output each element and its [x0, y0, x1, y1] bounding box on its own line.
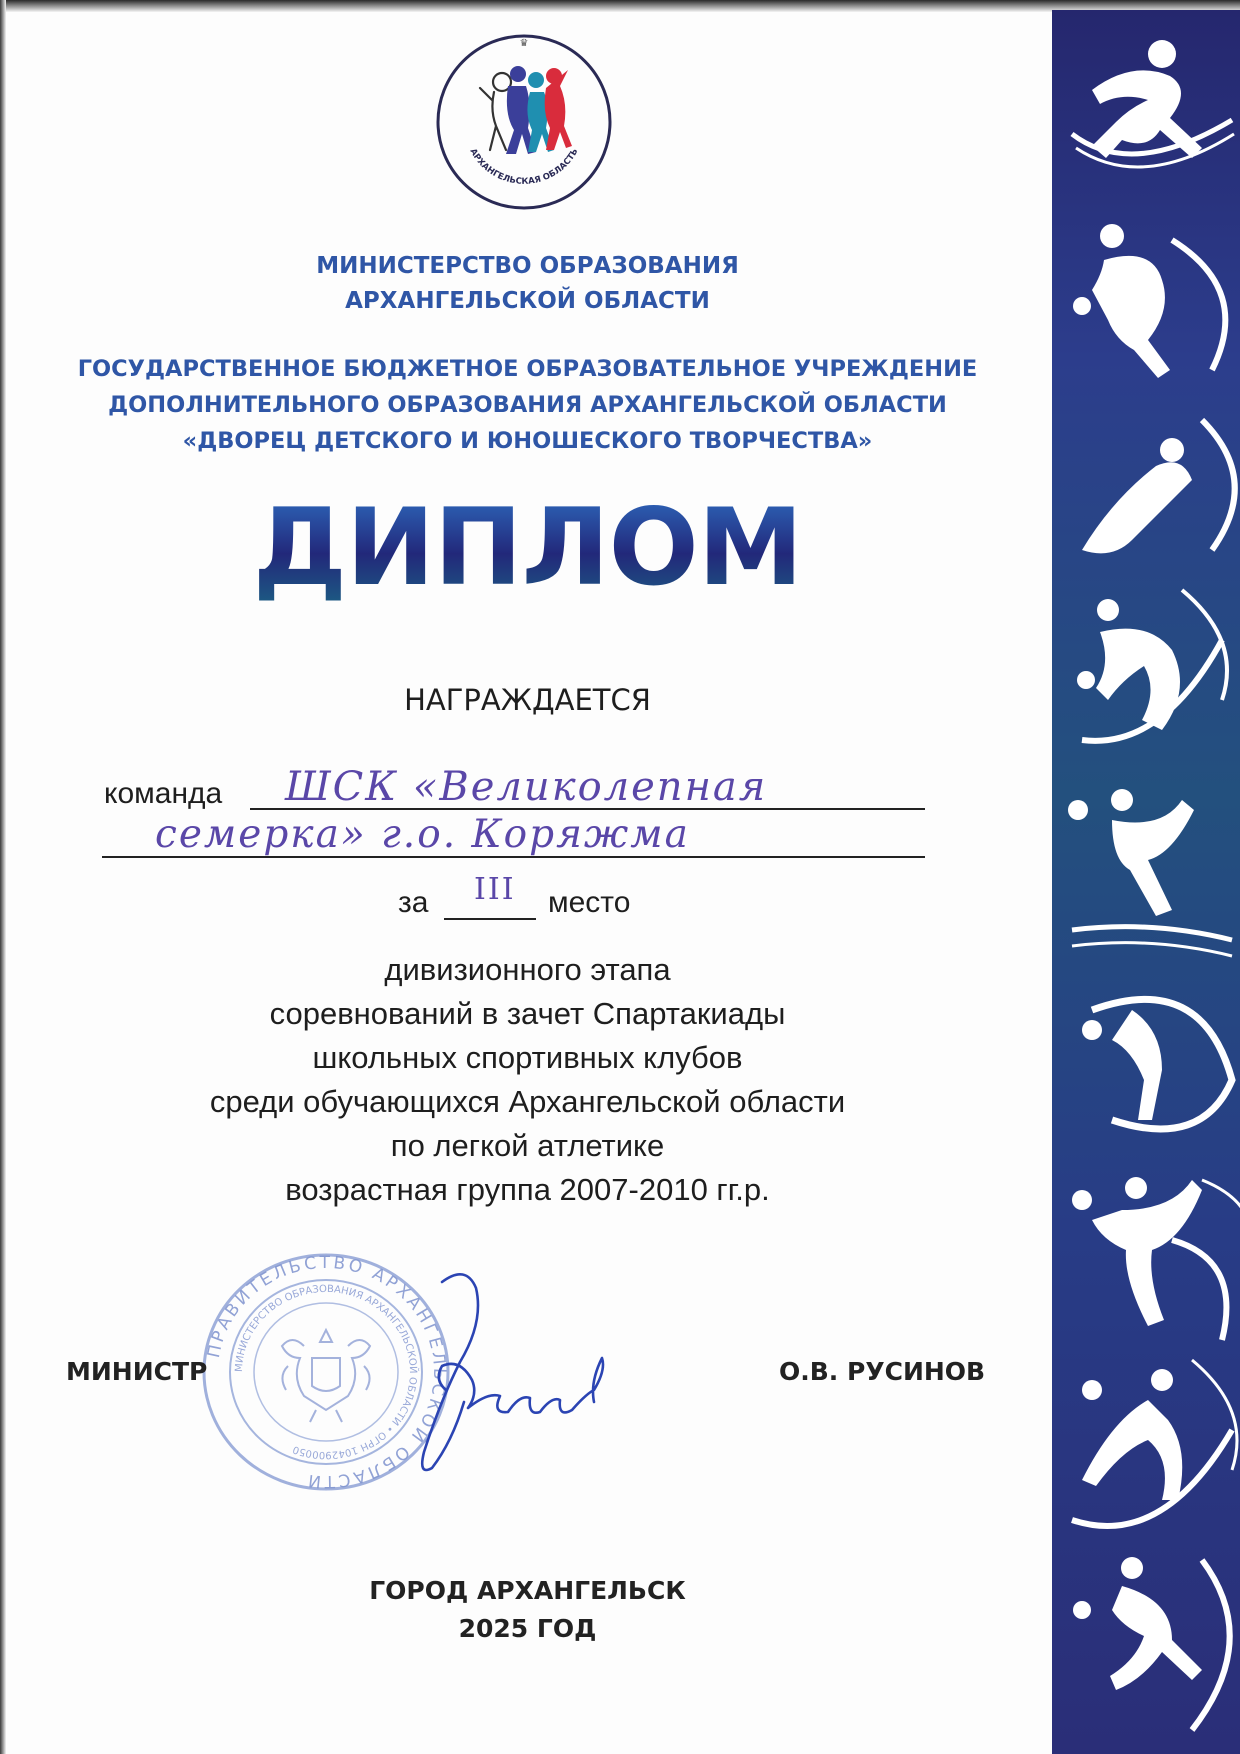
event-line: среди обучающихся Архангельской области [209, 1084, 846, 1119]
place-suffix: место [548, 886, 631, 919]
institution-line-1: ГОСУДАРСТВЕННОЕ БЮДЖЕТНОЕ ОБРАЗОВАТЕЛЬНОЕ УЧРЕЖДЕНИЕ [77, 356, 978, 382]
sports-decor-strip [1052, 10, 1240, 1754]
seal-outer-text: ПРАВИТЕЛЬСТВО АРХАНГЕЛЬСКОЙ ОБЛАСТИ [203, 1252, 450, 1492]
runner-silhouette-icon [1072, 40, 1234, 167]
handwritten-signature [380, 1262, 630, 1497]
region-logo [432, 30, 616, 214]
skater-silhouette-icon [1072, 1360, 1237, 1526]
gymnast-silhouette-icon [1077, 590, 1227, 741]
institution-heading [40, 351, 1015, 459]
place-prefix: за [398, 886, 429, 919]
svg-text:♛: ♛ [519, 38, 529, 49]
seal-inner-text: МИНИСТЕРСТВО ОБРАЗОВАНИЯ АРХАНГЕЛЬСКОЙ ОБЛАСТИ • ОГРН 1042900050 [233, 1283, 419, 1461]
event-description [40, 948, 1015, 1212]
team-name-handwritten-1: ШСК «Великолепная [285, 764, 768, 810]
scan-left-edge [0, 0, 6, 1754]
team-name-handwritten-2: семерка» г.о. Коряжма [155, 812, 690, 857]
double-headed-eagle-icon [282, 1330, 370, 1422]
minister-title: МИНИСТР [66, 1357, 208, 1386]
ministry-line-2: АРХАНГЕЛЬСКОЙ ОБЛАСТИ [345, 288, 710, 314]
institution-line-2: ДОПОЛНИТЕЛЬНОГО ОБРАЗОВАНИЯ АРХАНГЕЛЬСКОЙ ОБЛАСТИ [108, 392, 947, 418]
ministry-line-1: МИНИСТЕРСТВО ОБРАЗОВАНИЯ [316, 253, 739, 279]
svg-text:АРХАНГЕЛЬСКАЯ ОБЛАСТЬ [468, 147, 581, 187]
event-line: дивизионного этапа [384, 952, 671, 987]
logo-caption: АРХАНГЕЛЬСКАЯ ОБЛАСТЬ [467, 147, 581, 187]
place-underline [444, 918, 536, 920]
swimmer-silhouette-icon [1082, 420, 1235, 553]
team-label: команда [104, 777, 223, 810]
institution-line-3: «ДВОРЕЦ ДЕТСКОГО И ЮНОШЕСКОГО ТВОРЧЕСТВА» [182, 428, 873, 454]
footer-year: 2025 ГОД [458, 1614, 597, 1643]
place-value-handwritten: III [474, 872, 516, 907]
event-line: соревнований в зачет Спартакиады [269, 996, 786, 1031]
footer-place-date [40, 1572, 1015, 1648]
dancer-silhouette-icon [1072, 1177, 1240, 1340]
ministry-heading [40, 249, 1015, 319]
diploma-title: ДИПЛОМ [40, 488, 1015, 608]
volleyball-player-silhouette-icon [1068, 789, 1232, 956]
awarded-label: НАГРАЖДАЕТСЯ [404, 683, 651, 717]
footer-city: ГОРОД АРХАНГЕЛЬСК [369, 1576, 686, 1605]
event-line: по легкой атлетике [390, 1128, 665, 1163]
event-line: школьных спортивных клубов [312, 1040, 743, 1075]
event-line: возрастная группа 2007-2010 гг.р. [285, 1172, 770, 1207]
ribbon-gymnast-silhouette-icon [1082, 999, 1232, 1129]
hurdler-silhouette-icon [1073, 1557, 1230, 1730]
athletes-logo-icon [480, 66, 572, 154]
football-player-silhouette-icon [1073, 224, 1225, 378]
minister-name: О.В. РУСИНОВ [779, 1357, 986, 1386]
